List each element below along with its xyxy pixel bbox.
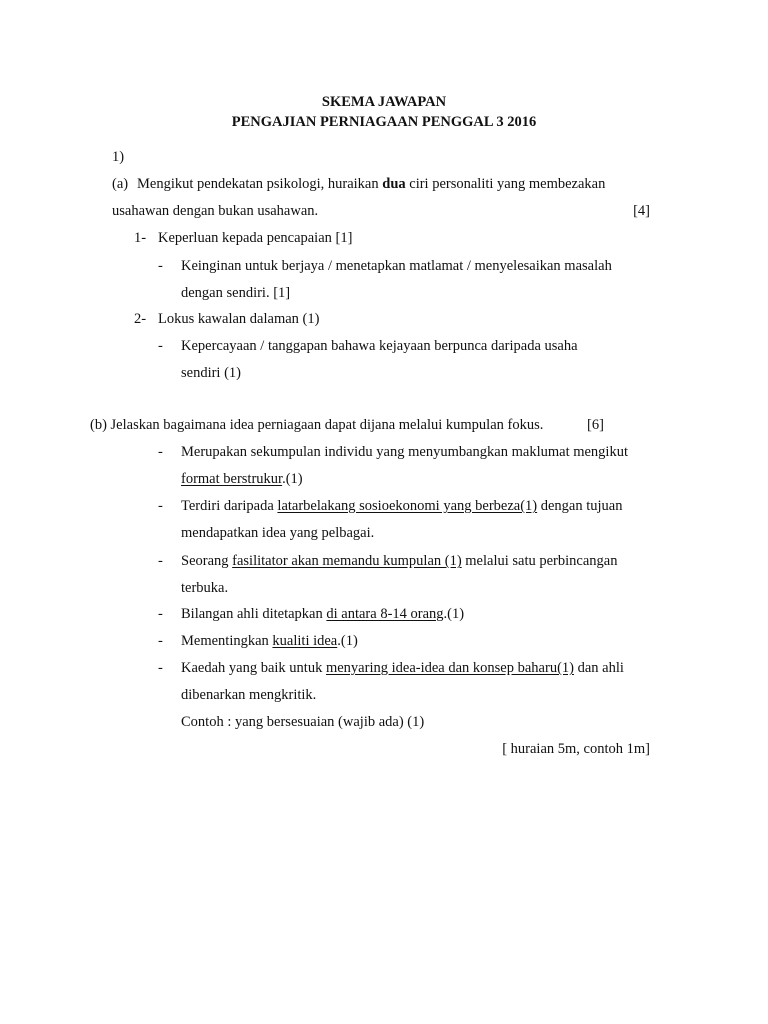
b-point-3-dash: - <box>158 553 163 569</box>
part-a-question-line2: usahawan dengan bukan usahawan. <box>112 203 319 219</box>
question-number: 1) <box>112 149 125 165</box>
marks-summary: [ huraian 5m, contoh 1m] <box>502 741 650 757</box>
point-2-detail-line2: sendiri (1) <box>181 365 241 381</box>
b-point-2-line1: Terdiri daripada latarbelakang sosioekonomi yang berbeza(1) dengan tujuan <box>181 498 623 514</box>
document-title: SKEMA JAWAPAN <box>321 94 447 110</box>
emphasis-dua: dua <box>382 176 406 192</box>
b-point-2-dash: - <box>158 498 163 514</box>
b-point-6-line1: Kaedah yang baik untuk menyaring idea-idea dan konsep baharu(1) dan ahli <box>181 660 624 676</box>
b-point-5-dash: - <box>158 633 163 649</box>
point-1-detail-line1: Keinginan untuk berjaya / menetapkan matlamat / menyelesaikan masalah <box>181 258 612 274</box>
point-2-text: Lokus kawalan dalaman (1) <box>158 311 320 327</box>
point-1-text: Keperluan kepada pencapaian [1] <box>158 230 353 246</box>
point-1-detail-line2: dengan sendiri. [1] <box>181 285 291 301</box>
b-point-5-line1: Mementingkan kualiti idea.(1) <box>181 633 358 649</box>
b-point-1-dash: - <box>158 444 163 460</box>
point-2-detail-line1: Kepercayaan / tanggapan bahawa kejayaan berpunca daripada usaha <box>181 338 578 354</box>
b-point-4-line1: Bilangan ahli ditetapkan di antara 8-14 orang.(1) <box>181 606 465 622</box>
part-a-marks: [4] <box>633 203 650 219</box>
document-subtitle: PENGAJIAN PERNIAGAAN PENGGAL 3 2016 <box>231 114 537 130</box>
example-note: Contoh : yang bersesuaian (wajib ada) (1) <box>181 714 425 730</box>
b-point-2-line2: mendapatkan idea yang pelbagai. <box>181 525 375 541</box>
b-point-1-line1: Merupakan sekumpulan individu yang menyumbangkan maklumat mengikut <box>181 444 628 460</box>
point-1-number: 1- <box>134 230 147 246</box>
b-point-4-dash: - <box>158 606 163 622</box>
b-point-3-line1: Seorang fasilitator akan memandu kumpulan (1) melalui satu perbincangan <box>181 553 618 569</box>
part-a-question-line1: Mengikut pendekatan psikologi, huraikan dua ciri personaliti yang membezakan <box>137 176 606 192</box>
part-b-marks: [6] <box>587 417 604 433</box>
point-2-dash: - <box>158 338 163 354</box>
b-point-6-line2: dibenarkan mengkritik. <box>181 687 317 703</box>
b-point-1-line2: format berstrukur.(1) <box>181 471 303 487</box>
b-point-3-line2: terbuka. <box>181 580 229 596</box>
point-1-dash: - <box>158 258 163 274</box>
part-b-question: (b) Jelaskan bagaimana idea perniagaan dapat dijana melalui kumpulan fokus. <box>90 417 544 433</box>
point-2-number: 2- <box>134 311 147 327</box>
part-a-label: (a) <box>112 176 129 192</box>
b-point-6-dash: - <box>158 660 163 676</box>
